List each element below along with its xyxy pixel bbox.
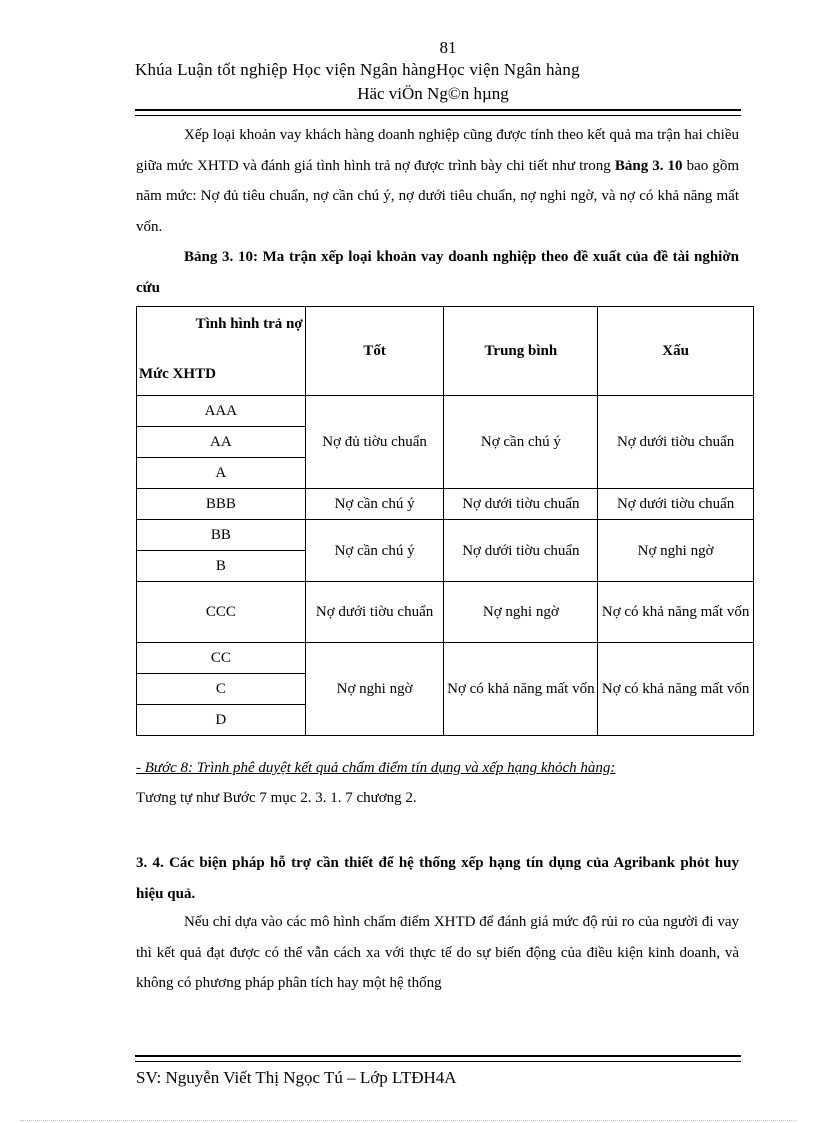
class-cell: Nợ cần chú ý — [305, 520, 444, 582]
rating-cell: CC — [137, 643, 306, 674]
class-cell: Nợ dưới tiờu chuẩn — [598, 396, 754, 489]
intro-paragraph — [136, 120, 739, 242]
section-text: Nếu chỉ dựa vào các mô hình chấm điểm XHTD để đánh giá mức độ rủi ro của người đi vay thì kết quả đạt được có thể vẫn cách xa với thực tế do sự biến động của điều kiện kinh doanh, và không có phương pháp phân tích hay một hệ thống — [136, 914, 739, 991]
loan-classification-matrix — [136, 306, 754, 736]
intro-table-ref: Bảng 3. 10 — [614, 157, 683, 174]
class-cell: Nợ có khả năng mất vốn — [598, 643, 754, 736]
rating-cell: A — [137, 458, 306, 489]
class-cell: Nợ dưới tiờu chuẩn — [305, 582, 444, 643]
class-cell: Nợ nghi ngờ — [598, 520, 754, 582]
page-number: 81 — [439, 38, 457, 57]
intro-text-b: bao gồm năm mức: Nợ đủ tiêu chuẩn, nợ cần chú ý, nợ dưới tiêu chuẩn, nợ nghi ngờ, và nợ có khả năng mất vốn. — [136, 157, 739, 235]
step-8-title: - Bước 8: Trình phê duyệt kết quả chấm điểm tín dụng và xếp hạng khỏch hàng: — [136, 760, 616, 776]
corner-top-label: Tình hình trả nợ — [195, 316, 303, 332]
class-cell: Nợ dưới tiờu chuẩn — [444, 520, 598, 582]
header-rule — [135, 109, 741, 116]
section-heading: 3. 4. Các biện pháp hỗ trợ cần thiết để hệ thống xếp hạng tín dụng của Agribank phỏt huy hiệu quả. — [136, 855, 739, 902]
header-line-1: Khúa Luận tốt nghiệp Học viện Ngân hàngHọc viện Ngân hàng — [135, 60, 580, 79]
col-header-bad: Xấu — [598, 307, 754, 396]
footer-rule — [135, 1055, 741, 1062]
col-header-average: Trung bình — [444, 307, 598, 396]
class-cell: Nợ có khả năng mất vốn — [444, 643, 598, 736]
footer-text: SV: Nguyễn Viết Thị Ngọc Tú – Lớp LTĐH4A — [136, 1068, 457, 1087]
corner-cell — [137, 307, 306, 396]
corner-bottom-label: Mức XHTD — [139, 366, 216, 382]
page-bottom-dotted-line — [20, 1120, 796, 1121]
rating-cell: BBB — [137, 489, 306, 520]
rating-cell: BB — [137, 520, 306, 551]
class-cell: Nợ cần chú ý — [444, 396, 598, 489]
header-line-2: Häc viÖn Ng©n hµng — [357, 84, 509, 103]
class-cell: Nợ dưới tiờu chuẩn — [598, 489, 754, 520]
class-cell: Nợ cần chú ý — [305, 489, 444, 520]
rating-cell: D — [137, 705, 306, 736]
col-header-good: Tốt — [305, 307, 444, 396]
rating-cell: CCC — [137, 582, 306, 643]
rating-cell: C — [137, 674, 306, 705]
class-cell: Nợ nghi ngờ — [444, 582, 598, 643]
table-caption: Bảng 3. 10: Ma trận xếp loại khoản vay doanh nghiệp theo đề xuất của đề tài nghiờn cứu — [136, 249, 739, 296]
intro-text-a: Xếp loại khoản vay khách hàng doanh nghiệp cũng được tính theo kết quả ma trận hai chiều giữa mức XHTD và đánh giá tình hình trả nợ được trình bày chi tiết như trong — [136, 127, 739, 174]
rating-cell: AAA — [137, 396, 306, 427]
section-paragraph — [136, 907, 739, 999]
class-cell: Nợ đủ tiờu chuẩn — [305, 396, 444, 489]
step-8-text: Tương tự như Bước 7 mục 2. 3. 1. 7 chương 2. — [136, 790, 417, 806]
class-cell: Nợ dưới tiờu chuẩn — [444, 489, 598, 520]
rating-cell: AA — [137, 427, 306, 458]
rating-cell: B — [137, 551, 306, 582]
class-cell: Nợ có khả năng mất vốn — [598, 582, 754, 643]
class-cell: Nợ nghi ngờ — [305, 643, 444, 736]
